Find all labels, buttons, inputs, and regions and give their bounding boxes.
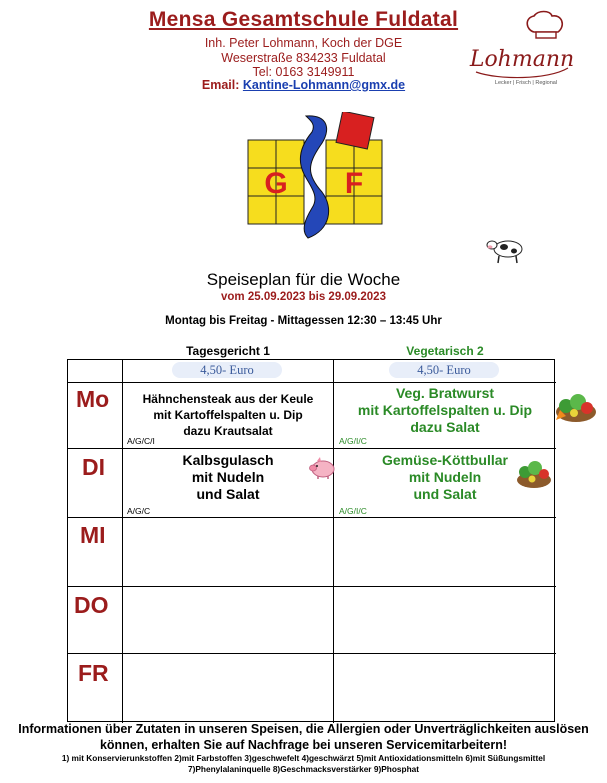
school-logo [246, 112, 386, 242]
plan-title: Speiseplan für die Woche [206, 270, 401, 289]
allergens-mo-1: A/G/C/I [127, 436, 155, 446]
price-col-1: 4,50- Euro [172, 362, 282, 378]
allergy-info [0, 721, 607, 753]
dish-line: dazu Krautsalat [183, 424, 273, 438]
allergens-di-1: A/G/C [127, 506, 151, 516]
email-link[interactable]: Kantine-Lohmann@gmx.de [242, 78, 406, 92]
additives-line: 7)Phenylalaninquelle 8)Geschmacksverstärker 9)Phosphat [187, 764, 420, 774]
lohmann-logo [468, 10, 578, 90]
dish-line: dazu Salat [410, 419, 480, 435]
email-label: Email: [201, 78, 240, 92]
chef-hat-icon [527, 12, 562, 39]
lohmann-wordmark: Lohmann [469, 47, 575, 72]
day-label-do: DO [74, 592, 109, 618]
dish-mo-2 [334, 385, 556, 436]
menu-table [67, 359, 555, 722]
dish-line: mit Kartoffelspalten u. Dip [357, 402, 533, 418]
dish-line: mit Nudeln [408, 469, 482, 485]
dish-line: Hähnchensteak aus der Keule [142, 392, 314, 406]
additives-line: 1) mit Konservierunkstoffen 2)mit Farbstoffen 3)geschwefelt 4)geschwärzt 5)mit Antioxidationsmitteln 6)mit Süßungsmittel [61, 753, 546, 763]
cow-icon [484, 233, 528, 267]
dish-line: Kalbsgulasch [182, 452, 274, 468]
additives-legend [0, 753, 607, 775]
allergens-di-2: A/G/I/C [339, 506, 367, 516]
allergy-info-line: Informationen über Zutaten in unseren Speisen, die Allergien oder Unverträglichkeiten auslösen [18, 722, 589, 736]
dish-line: mit Nudeln [191, 469, 265, 485]
day-label-di: DI [82, 454, 105, 480]
dish-line: mit Kartoffelspalten u. Dip [153, 408, 303, 422]
address-line: Weserstraße 834233 Fuldatal [221, 51, 386, 65]
pig-icon [308, 456, 338, 480]
day-label-mo: Mo [76, 386, 110, 412]
logo-letter-g: G [264, 167, 288, 200]
allergens-mo-2: A/G/I/C [339, 436, 367, 446]
page-title: Mensa Gesamtschule Fuldatal [148, 8, 459, 31]
allergy-info-line: können, erhalten Sie auf Nachfrage bei unseren Servicemitarbeitern! [99, 738, 508, 752]
dish-line: und Salat [413, 486, 477, 502]
logo-letter-f: F [344, 167, 364, 200]
plan-hours: Montag bis Freitag - Mittagessen 12:30 – 13:45 Uhr [165, 315, 442, 327]
plan-dates: vom 25.09.2023 bis 29.09.2023 [221, 291, 386, 303]
dish-line: und Salat [196, 486, 260, 502]
dish-mo-1 [123, 391, 333, 439]
dish-di-1 [123, 452, 333, 503]
owner-line: Inh. Peter Lohmann, Koch der DGE [204, 36, 403, 50]
phone-line: Tel: 0163 3149911 [252, 65, 355, 79]
dish-line: Gemüse-Köttbullar [381, 452, 508, 468]
column-header-1: Tagesgericht 1 [186, 344, 270, 358]
vegetables-icon [554, 386, 598, 426]
day-label-fr: FR [78, 660, 109, 686]
column-header-2: Vegetarisch 2 [406, 344, 484, 358]
dish-line: Veg. Bratwurst [395, 385, 495, 401]
day-label-mi: MI [80, 522, 106, 548]
price-col-2: 4,50- Euro [389, 362, 499, 378]
vegetables-icon [514, 454, 554, 492]
lohmann-tagline: Lecker | Frisch | Regional [494, 80, 558, 86]
